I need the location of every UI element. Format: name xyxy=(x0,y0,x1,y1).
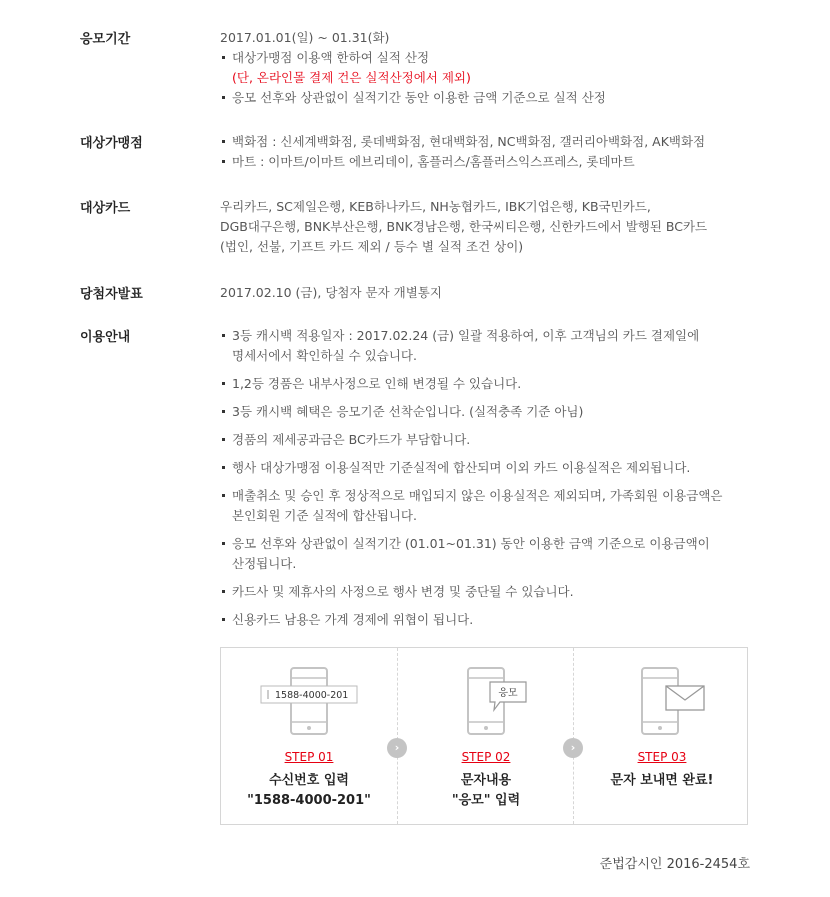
guide-label: 이용안내 xyxy=(80,330,131,345)
guide-item-line: 명세서에서 확인하실 수 있습니다. xyxy=(232,348,417,363)
guide-item xyxy=(220,582,760,602)
phone-number-input-icon xyxy=(221,666,397,746)
guide-body xyxy=(220,326,760,638)
guide-item-line: 산정됩니다. xyxy=(232,556,297,571)
guide-item xyxy=(220,610,760,630)
winner-announcement-label: 당첨자발표 xyxy=(80,287,143,302)
guide-item-line: 1,2등 경품은 내부사정으로 인해 변경될 수 있습니다. xyxy=(232,376,522,391)
step-2-title: 문자내용 xyxy=(460,773,512,788)
target-cards-line: DGB대구은행, BNK부산은행, BNK경남은행, 한국씨티은행, 신한카드에서 발행된 BC카드 xyxy=(220,219,708,234)
step-1-title: 수신번호 입력 xyxy=(269,773,349,788)
guide-item xyxy=(220,374,760,394)
target-cards-body xyxy=(220,197,760,257)
step-2 xyxy=(397,648,574,824)
guide-item-line: 카드사 및 제휴사의 사정으로 행사 변경 및 중단될 수 있습니다. xyxy=(232,584,574,599)
target-cards-line: 우리카드, SC제일은행, KEB하나카드, NH농협카드, IBK기업은행, KB국민카드, xyxy=(220,199,651,214)
step-3-title: 문자 보내면 완료! xyxy=(610,773,714,788)
winner-announcement-body xyxy=(220,283,760,303)
target-stores-label: 대상가맹점 xyxy=(80,136,143,151)
guide-item-line: 행사 대상가맹점 이용실적만 기준실적에 합산되며 이외 카드 이용실적은 제외됩니다. xyxy=(232,460,691,475)
phone-message-bubble-icon xyxy=(398,666,574,746)
entry-period-label: 응모기간 xyxy=(80,32,131,47)
step-3-tag: STEP 03 xyxy=(637,750,687,764)
entry-period-bullet: 응모 선후와 상관없이 실적기간 동안 이용한 금액 기준으로 실적 산정 xyxy=(220,88,760,108)
guide-item-line: 매출취소 및 승인 후 정상적으로 매입되지 않은 이용실적은 제외되며, 가족회원 이용금액은 xyxy=(232,488,723,503)
entry-period-bullet: 대상가맹점 이용액 한하여 실적 산정 xyxy=(220,48,760,68)
step-1 xyxy=(221,648,397,824)
chevron-right-icon: › xyxy=(563,738,583,758)
guide-item-line: 응모 선후와 상관없이 실적기간 (01.01~01.31) 동안 이용한 금액 기준으로 이용금액이 xyxy=(232,536,710,551)
guide-item xyxy=(220,534,760,574)
entry-period-exclusion-note: (단, 온라인몰 결제 건은 실적산정에서 제외) xyxy=(232,70,471,85)
step-1-tag: STEP 01 xyxy=(284,750,334,764)
step-1-screen-number: 1588-4000-201 xyxy=(275,690,349,701)
guide-item xyxy=(220,458,760,478)
target-stores-item: 백화점 : 신세계백화점, 롯데백화점, 현대백화점, NC백화점, 갤러리아백화점, AK백화점 xyxy=(220,132,760,152)
guide-item xyxy=(220,402,760,422)
phone-envelope-icon xyxy=(574,666,750,746)
guide-item xyxy=(220,326,760,366)
target-cards-label: 대상카드 xyxy=(80,201,131,216)
sms-entry-steps-box xyxy=(220,647,748,825)
guide-item-line: 3등 캐시백 혜택은 응모기준 선착순입니다. (실적충족 기준 아님) xyxy=(232,404,584,419)
winner-announcement-text: 2017.02.10 (금), 당첨자 문자 개별통지 xyxy=(220,285,442,300)
guide-item xyxy=(220,430,760,450)
entry-period-date: 2017.01.01(일) ~ 01.31(화) xyxy=(220,30,390,45)
guide-item-line: 경품의 제세공과금은 BC카드가 부담합니다. xyxy=(232,432,471,447)
target-cards-line: (법인, 선불, 기프트 카드 제외 / 등수 별 실적 조건 상이) xyxy=(220,239,524,254)
target-stores-body xyxy=(220,132,760,172)
step-2-tag: STEP 02 xyxy=(461,750,511,764)
target-stores-item: 마트 : 이마트/이마트 에브리데이, 홈플러스/홈플러스익스프레스, 롯데마트 xyxy=(220,152,760,172)
step-2-bubble-text: 응모 xyxy=(498,688,518,699)
chevron-right-icon: › xyxy=(387,738,407,758)
step-2-subtitle: "응모" 입력 xyxy=(451,793,521,808)
step-3 xyxy=(573,648,750,824)
guide-item-line: 본인회원 기준 실적에 합산됩니다. xyxy=(232,508,417,523)
guide-item-line: 3등 캐시백 적용일자 : 2017.02.24 (금) 일괄 적용하여, 이후 고객님의 카드 결제일에 xyxy=(232,328,700,343)
step-1-subtitle: "1588-4000-201" xyxy=(247,793,371,808)
entry-period-body xyxy=(220,28,760,108)
guide-item xyxy=(220,486,760,526)
guide-item-line: 신용카드 남용은 가계 경제에 위협이 됩니다. xyxy=(232,612,474,627)
compliance-approval-number: 준법감시인 2016-2454호 xyxy=(599,857,750,872)
